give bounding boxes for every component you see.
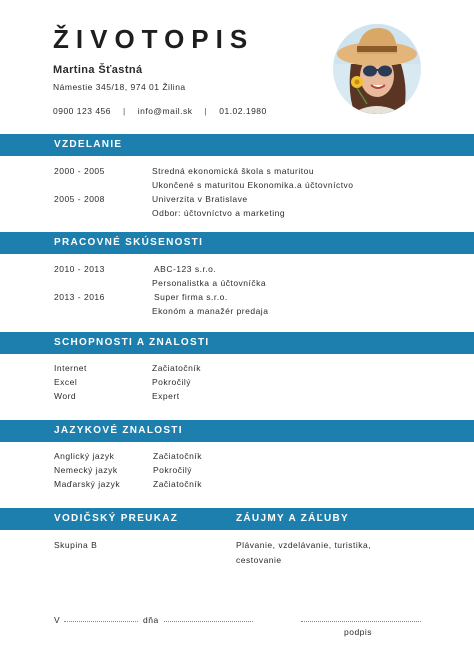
languages-heading: JAZYKOVÉ ZNALOSTI <box>54 425 183 436</box>
education-detail: Ukončené s maturitou Ekonomika.a účtovníctvo <box>152 180 354 190</box>
language-level: Začiatočník <box>153 479 202 489</box>
place-line <box>64 621 138 622</box>
email: info@mail.sk <box>137 106 193 116</box>
education-period: 2000 - 2005 <box>54 166 105 176</box>
phone: 0900 123 456 <box>53 106 111 116</box>
address: Námestie 345/18, 974 01 Žilina <box>53 82 186 92</box>
language-level: Začiatočník <box>153 451 202 461</box>
experience-company: ABC-123 s.r.o. <box>154 264 217 274</box>
skill-name: Word <box>54 391 77 401</box>
separator: | <box>123 106 126 116</box>
skills-header <box>0 332 474 354</box>
skill-level: Pokročilý <box>152 377 191 387</box>
languages-header <box>0 420 474 442</box>
signature-line <box>301 621 421 622</box>
hobbies-line: cestovanie <box>236 555 282 565</box>
person-name: Martina Šťastná <box>53 64 143 76</box>
page-title: ŽIVOTOPIS <box>53 24 255 54</box>
license-value: Skupina B <box>54 540 98 550</box>
profile-photo-image <box>333 24 421 114</box>
separator: | <box>204 106 208 116</box>
experience-role: Personalistka a účtovníčka <box>152 278 267 288</box>
experience-company: Super firma s.r.o. <box>154 292 228 302</box>
education-period: 2005 - 2008 <box>54 194 105 204</box>
language-name: Nemecký jazyk <box>54 465 118 475</box>
date-line <box>164 621 253 622</box>
education-header <box>0 134 474 156</box>
education-school: Univerzita v Bratislave <box>152 194 248 204</box>
birthdate: 01.02.1980 <box>219 106 267 116</box>
skill-name: Excel <box>54 377 78 387</box>
place-label: V <box>54 615 61 625</box>
language-name: Maďarský jazyk <box>54 479 121 489</box>
skills-heading: SCHOPNOSTI A ZNALOSTI <box>54 337 210 348</box>
experience-period: 2010 - 2013 <box>54 264 105 274</box>
language-name: Anglický jazyk <box>54 451 115 461</box>
skill-level: Začiatočník <box>152 363 201 373</box>
skill-name: Internet <box>54 363 87 373</box>
education-detail: Odbor: účtovníctvo a marketing <box>152 208 286 218</box>
hobbies-heading: ZÁUJMY A ZÁĽUBY <box>236 513 350 524</box>
experience-heading: PRACOVNÉ SKÚSENOSTI <box>54 237 204 248</box>
license-hobbies-header <box>0 508 474 530</box>
education-heading: VZDELANIE <box>54 139 123 150</box>
education-school: Stredná ekonomická škola s maturitou <box>152 166 315 176</box>
signature-label: podpis <box>344 627 373 637</box>
license-heading: VODIČSKÝ PREUKAZ <box>54 513 179 524</box>
profile-photo <box>333 24 421 114</box>
contact-line <box>53 106 267 116</box>
date-label: dňa <box>143 615 159 625</box>
experience-period: 2013 - 2016 <box>54 292 105 302</box>
skill-level: Expert <box>152 391 180 401</box>
hobbies-line: Plávanie, vzdelávanie, turistika, <box>236 540 372 550</box>
experience-header <box>0 232 474 254</box>
language-level: Pokročilý <box>153 465 192 475</box>
experience-role: Ekonóm a manažér predaja <box>152 306 269 316</box>
